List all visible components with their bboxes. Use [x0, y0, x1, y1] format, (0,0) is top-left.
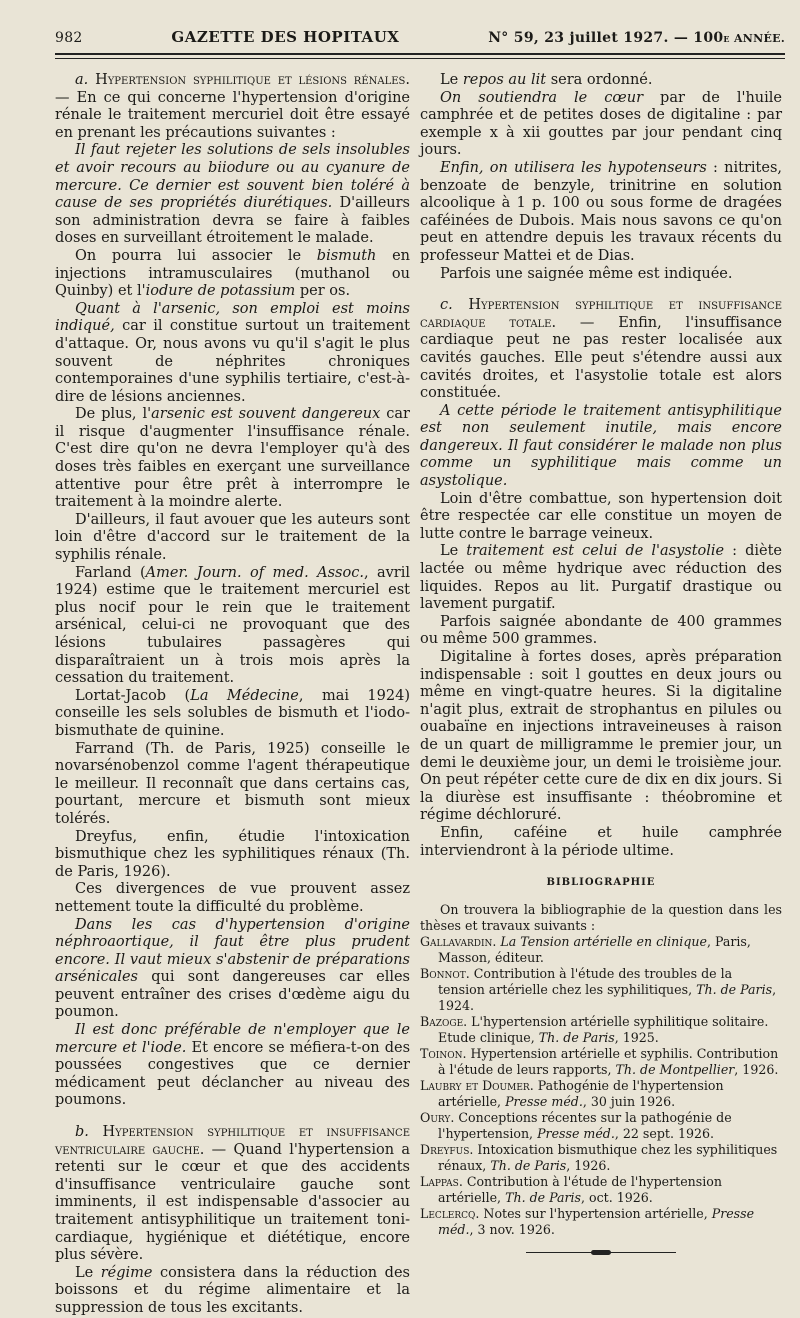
paragraph-farrand: Farrand (Th. de Paris, 1925) conseille le novarsénobenzol comme l'agent thérapeutique le meilleur. Il reconnaît que dans certains cas, pourtant, mercure et bismuth sont mieux tolérés. [55, 740, 410, 827]
bibliography-author: Gallavardin. [420, 933, 497, 949]
bibliography-text: Contribution à l'étude de l'hypertension artérielle, [438, 1173, 722, 1205]
bibliography-author: Toinon. [420, 1045, 467, 1061]
paragraph-divergences: Ces divergences de vue prouvent assez nettement toute la difficulté du problème. [55, 881, 410, 915]
bibliography-entry [420, 1174, 782, 1206]
paragraph-bismuth: On pourra lui associer le bismuth en injections intramusculaires (muthanol ou Quinby) et l'iodure de potassium per os. [55, 247, 410, 300]
bibliography-text: L'hypertension artérielle syphilitique solitaire. Etude clinique, [438, 1013, 769, 1045]
issue-year-suffix: e ANNÉE. [723, 32, 785, 45]
section-gap [420, 283, 782, 297]
bibliography-entry [420, 1206, 782, 1238]
bibliography-text: Contribution à l'étude des troubles de la tension artérielle chez les syphilitiques, [438, 965, 733, 997]
paragraph-nephro-aortique: Dans les cas d'hypertension d'origine néphroaortique, il faut être plus prudent encore. Il vaut mieux s'abstenir de préparations arsénicales qui sont dangereuses car elles peuvent entraîner des crises d'œdème aigu du poumon. [55, 916, 410, 1021]
bibliography-source: Th. de Paris [505, 1189, 582, 1205]
bibliography-source: Th. de Paris [696, 981, 773, 997]
bibliography-author: Bazoge. [420, 1013, 468, 1029]
bibliography-entry [420, 1078, 782, 1110]
bibliography-details: , 1926. [566, 1157, 611, 1173]
paragraph-lortat: Lortat-Jacob (La Médecine, mai 1924) conseille les sels solubles de bismuth et l'iodo-bismuthate de quinine. [55, 687, 410, 739]
paragraph-digitaline: Digitaline à fortes doses, après préparation indispensable : soit l gouttes en deux jours ou même en vingt-quatre heures. Si la digitaline n'agit plus, extrait de strophantus en pilules ou ouabaïne en injections intraveineuses à raison de un quart de milligramme le premier jour, un demi le deuxième jour, un demi le troisième jour. On peut répéter cette cure de dix en dix jours. Si la diurèse est insuffisante : théobromine et régime déchloruré. [420, 649, 782, 824]
section-c-title: Hypertension syphilitique et insuffisance cardiaque totale. [420, 297, 782, 331]
issue-number-date: N° 59, 23 juillet 1927. — 100 [488, 30, 724, 46]
bibliography-details: , 22 sept. 1926. [614, 1125, 715, 1141]
bibliography-details: , 1926. [734, 1061, 779, 1077]
section-b: b. Hypertension syphilitique et insuffisance ventriculaire gauche. — Quand l'hypertension a retenti sur le cœur et que des accidents d'insuffisance ventriculaire gauche sont imminents, il est indispensable d'associer au traitement antisyphilitique un traitement toni-cardiaque, hygiénique et diététique, encore plus sévère. [55, 1124, 411, 1264]
paragraph-parfois: Parfois saignée abondante de 400 grammes ou même 500 grammes. [420, 613, 782, 648]
bibliography-details: , 1925. [614, 1029, 659, 1045]
bibliography-details: , Paris, Masson, éditeur. [438, 933, 751, 965]
issue-info [488, 30, 785, 46]
end-ornament [526, 1250, 676, 1256]
bibliography-source: Presse méd. [505, 1093, 583, 1109]
bibliography-intro: On trouvera la bibliographie de la question dans les thèses et travaux suivants : [420, 901, 782, 933]
paragraph-insolubles: Il faut rejeter les solutions de sels insolubles et avoir recours au biiodure ou au cyanure de mercure. Ce dernier est souvent bien toléré à cause de ses propriétés diurétiques. D'ailleurs son administration devra se faire à faibles doses en surveillant étroitement le malade. [55, 142, 410, 247]
section-gap [55, 1110, 410, 1124]
section-a: a. Hypertension syphilitique et lésions rénales. — En ce qui concerne l'hypertension d'origine rénale le traitement mercuriel doit être essayé en prenant les précautions suivantes : [55, 72, 411, 141]
left-column [55, 72, 410, 1318]
paragraph-traitement-asystolie: Le traitement est celui de l'asystolie : diète lactée ou même hydrique avec réduction des liquides. Repos au lit. Purgatif drastique ou lavement purgatif. [420, 543, 782, 613]
paragraph-saignee: Parfois une saignée même est indiquée. [440, 265, 733, 282]
bibliography-title: BIBLIOGRAPHIE [546, 877, 656, 889]
section-c: c. Hypertension syphilitique et insuffisance cardiaque totale. — Enfin, l'insuffisance cardiaque peut ne pas rester localisée aux cavités gauches. Elle peut s'étendre aussi aux cavités droites, et l'asystolie totale est alors constituée. [420, 297, 782, 402]
bibliography-list [420, 934, 782, 1238]
bibliography-source: Presse méd. [537, 1125, 615, 1141]
bibliography-entry [420, 1046, 782, 1078]
bibliography-author: Oury. [420, 1109, 455, 1125]
header-rule-thick [55, 53, 785, 55]
section-b-title: Hypertension syphilitique et insuffisance ventriculaire gauche. [55, 1124, 411, 1158]
ornament-center [591, 1250, 611, 1255]
bibliography-details: , 3 nov. 1926. [469, 1221, 555, 1237]
header-rule-thin [55, 58, 785, 59]
bibliography-source: Th. de Paris [538, 1029, 615, 1045]
bibliography-author: Leclercq. [420, 1205, 480, 1221]
bibliography-details: , 1924. [438, 981, 777, 1013]
section-a-title: Hypertension syphilitique et lésions rénales. [95, 72, 411, 88]
paragraph-cafeine: Enfin, caféine et huile camphrée interviendront à la période ultime. [420, 824, 782, 859]
paragraph-hypotenseurs: Enfin, on utilisera les hypotenseurs : nitrites, benzoate de benzyle, trinitrine en solution alcoolique à 1 p. 100 ou sous forme de dragées caféinées de Dubois. Mais nous savons ce qu'on peut en attendre depuis les travaux récents du professeur Mattei et de Dias. [420, 159, 782, 264]
bibliography-author: Laubry et Doumer. [420, 1077, 534, 1093]
bibliography-text: Conceptions récentes sur la pathogénie de l'hypertension, [438, 1109, 732, 1141]
bibliography-text: Hypertension artérielle et syphilis. Contribution à l'étude de leurs rapports, [438, 1045, 779, 1077]
bibliography-source: Th. de Paris [490, 1157, 567, 1173]
paragraph-farland: Farland (Amer. Journ. of med. Assoc., avril 1924) estime que le traitement mercuriel est plus nocif pour le rein que le traitement arsénical, celui-ci ne provoquant que des lésions tubulaires passagères qui disparaîtraient un à trois mois après la cessation du traitement. [55, 564, 411, 687]
paragraph-ailleurs: D'ailleurs, il faut avouer que les auteurs sont loin d'être d'accord sur le traitement de la syphilis rénale. [55, 511, 410, 564]
bibliography-entry [420, 966, 782, 1014]
paragraph-periode: A cette période le traitement antisyphilitique est non seulement inutile, mais encore dangereux. Il faut considérer le malade non plus comme un syphilitique mais comme un asystolique. [420, 402, 782, 490]
right-column [420, 72, 782, 1256]
paragraph-loin: Loin d'être combattue, son hypertension doit être respectée car elle constitue un moyen de lutte contre le barrage veineux. [420, 490, 782, 542]
page-number: 982 [55, 30, 83, 46]
paragraph-arsenic: Quant à l'arsenic, son emploi est moins indiqué, car il constitue surtout un traitement d'attaque. Or, nous avons vu qu'il s'agit le plus souvent de néphrites chroniques contemporaines d'une syphilis tertiaire, c'est-à-dire de lésions anciennes. [55, 300, 410, 405]
bibliography-text: Intoxication bismuthique chez les syphilitiques rénaux, [438, 1141, 778, 1173]
bibliography-source: La Tension artérielle en clinique [500, 933, 707, 949]
paragraph-soutiendra: On soutiendra le cœur par de l'huile camphrée et de petites doses de digitaline : par exemple x à xii gouttes par jour pendant cinq jours. [420, 89, 782, 159]
running-header [55, 28, 785, 50]
bibliography-source: Presse méd. [438, 1205, 755, 1237]
bibliography-author: Dreyfus. [420, 1141, 474, 1157]
bibliography-details: , oct. 1926. [581, 1189, 653, 1205]
bibliography-entry [420, 934, 782, 966]
paragraph-repos: Le repos au lit sera ordonné. [440, 72, 653, 88]
paragraph-preferable: Il est donc préférable de n'employer que le mercure et l'iode. Et encore se méfiera-t-on des poussées congestives que ce dernier médicament peut déclancher au niveau des poumons. [55, 1022, 411, 1109]
bibliography-text: Notes sur l'hypertension artérielle, [479, 1205, 712, 1221]
bibliography-author: Bonnot. [420, 965, 470, 981]
journal-title: GAZETTE DES HOPITAUX [171, 28, 400, 46]
bibliography-source: Th. de Montpellier [615, 1061, 735, 1077]
bibliography-author: Lappas. [420, 1173, 463, 1189]
paragraph-dreyfus: Dreyfus, enfin, étudie l'intoxication bismuthique chez les syphilitiques rénaux (Th. de Paris, 1926). [55, 828, 410, 880]
bibliography-entry [420, 1142, 782, 1174]
paragraph-regime: Le régime consistera dans la réduction des boissons et du régime alimentaire et la suppression de tous les excitants. [55, 1264, 410, 1316]
bibliography-entry [420, 1110, 782, 1142]
paragraph-de-plus: De plus, l'arsenic est souvent dangereux car il risque d'augmenter l'insuffisance rénale. C'est dire qu'on ne devra l'employer qu'à des doses très faibles en exerçant une surveillance attentive pour être prêt à interrompre le traitement à la moindre alerte. [55, 406, 410, 511]
bibliography-entry [420, 1014, 782, 1046]
bibliography-details: , 30 juin 1926. [582, 1093, 676, 1109]
bibliography-text: Pathogénie de l'hypertension artérielle, [438, 1077, 724, 1109]
